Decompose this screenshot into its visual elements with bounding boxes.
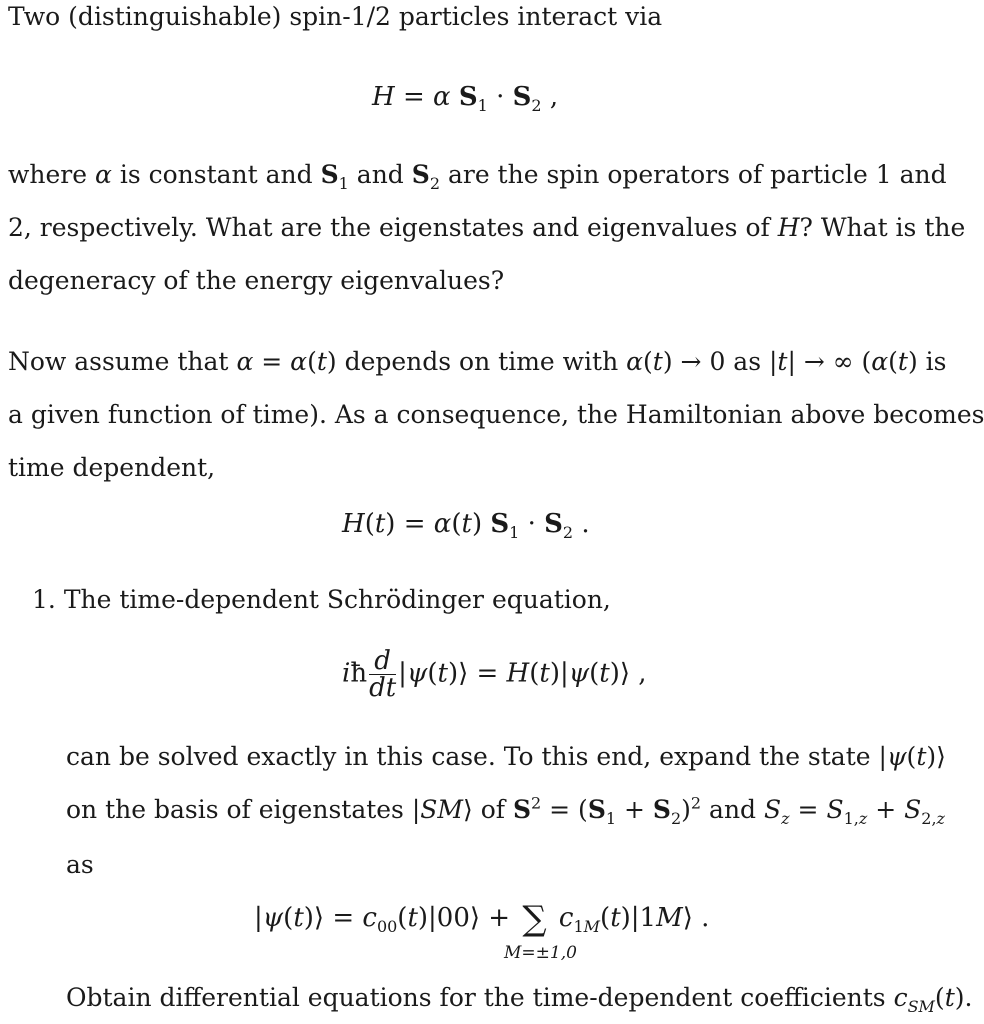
paragraph2-line3: time dependent,: [8, 453, 216, 482]
paragraph2-line2: a given function of time). As a consequence, the Hamiltonian above becomes: [8, 400, 984, 429]
expansion-equation: |ψ(t)⟩ = $c_{00}(t)|00⟩$ + ∑ $c_{1M}(t)|1M⟩$ .: [254, 899, 710, 939]
item1-intro-line: [32, 585, 928, 615]
summation-symbol: ∑: [522, 899, 547, 939]
intro-text: Two (distinguishable) spin-1/2 particles interact via: [8, 2, 663, 31]
paragraph1-line2: 2, respectively. What are the eigenstates and eigenvalues of H? What is the: [8, 213, 966, 242]
paragraph2-line1: Now assume that α = α(t) depends on time with α(t) → 0 as |t| → ∞ (α(t) is: [8, 347, 947, 376]
item1-line2: on the basis of eigenstates |SM⟩ of $S^2 = (S_1 + S_2)^2$ and $S_z = S_{1,z} + S_{2,z}$: [66, 793, 945, 828]
paragraph1-line3: degeneracy of the energy eigenvalues?: [8, 266, 505, 295]
hamiltonian-equation: H = α $S_1 \cdot S_2$ ,: [372, 82, 559, 116]
item1-final: Obtain differential equations for the time-dependent coefficients $c_{SM}(t)$.: [66, 983, 973, 1016]
sum-index: M=±1,0: [504, 943, 577, 963]
item1-number: 1.: [32, 585, 56, 614]
time-dependent-hamiltonian-equation: H(t) = α(t) $S_1 \cdot S_2$ .: [342, 509, 590, 543]
item1-line3: as: [66, 850, 94, 879]
item1-line1: can be solved exactly in this case. To this end, expand the state |ψ(t)⟩: [66, 742, 946, 771]
schrodinger-equation: iħ $\frac{d}{dt}$ |ψ(t)⟩ = H(t)|ψ(t)⟩ ,: [342, 646, 647, 703]
paragraph1-line1: where α is constant and $S_1$ and $S_2$ are the spin operators of particle 1 and: [8, 160, 947, 193]
item1-intro: The time-dependent Schrödinger equation,: [63, 585, 611, 614]
